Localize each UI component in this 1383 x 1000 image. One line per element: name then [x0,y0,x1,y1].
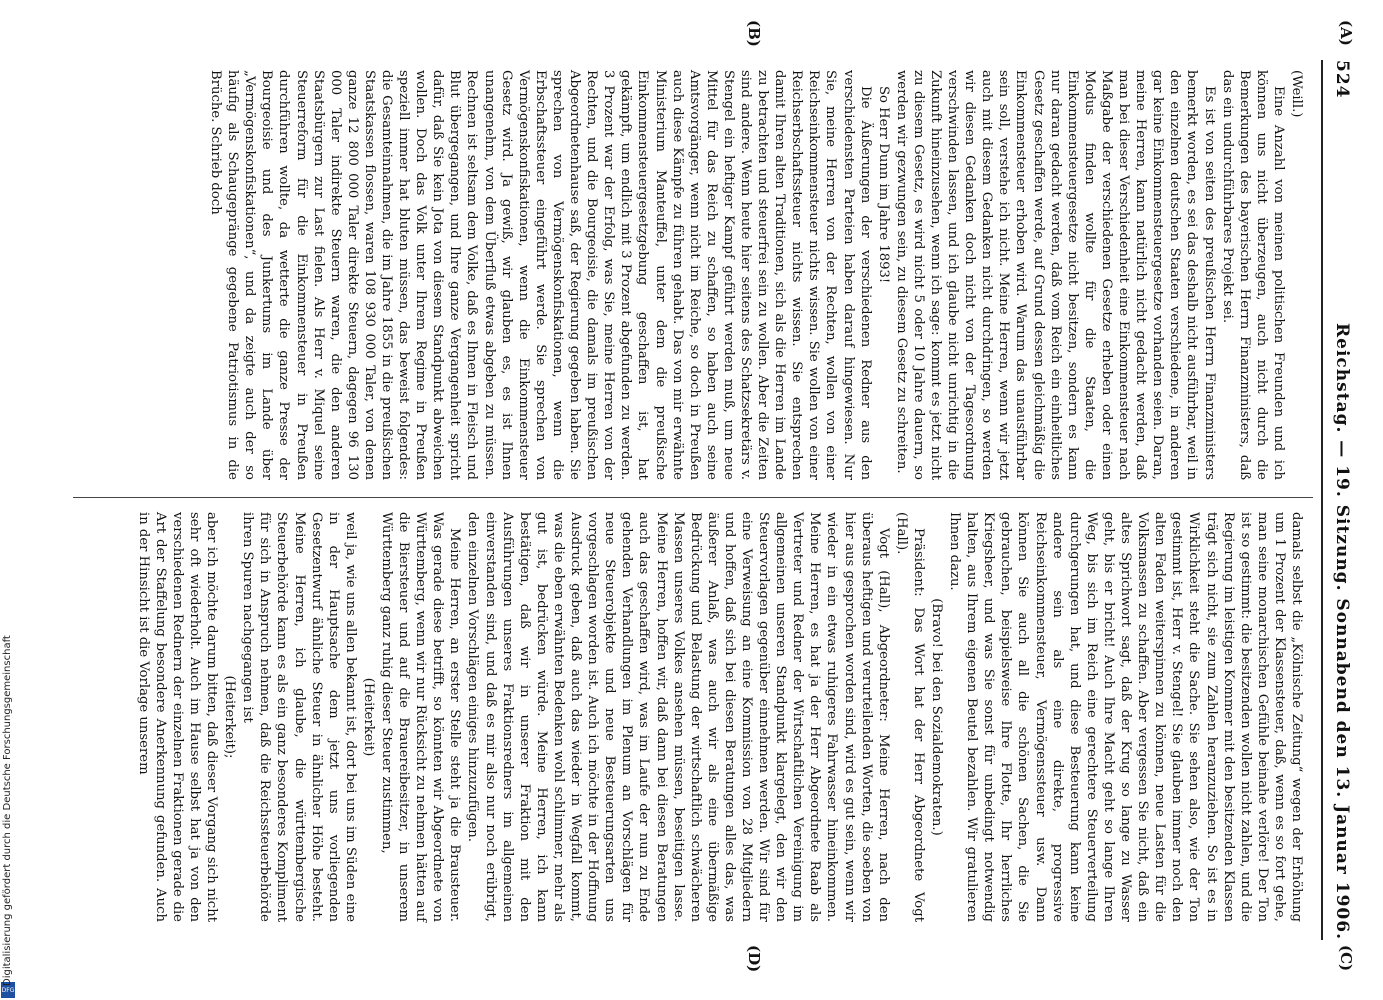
laughter-note: (Heiterkeit); [222,675,238,759]
column-divider [73,497,1313,498]
laughter-note: (Heiterkeit) [360,677,376,757]
margin-marker-c: (C) [1337,945,1355,972]
paragraph: damals selbst die „Kölnische Zeitung“ wegen der Erhöhung um 1 Prozent der Klassensteuer, daß, wenn es so fort gehe, man seine monarchischen Gefühle beinahe verlöre! Der Ton ist so gestimmt: die besitzenden wollen nicht zahlen, und die Regierung im leistigen Kommer mit den besitzenden Klassen trägt sich nicht, sie zum Zahlen heranzuziehen. So ist es in Wirklichkeit steht die Sache. Sie sehen also, wie der Ton gestimmt ist, Herr v. Stengel! Sie glauben immer noch den alten Faden weiterspinnen zu können, neue Lasten für die Volksmassen zu schaffen. Aber vergessen Sie nicht, daß ein altes Sprichwort sagt, daß der Krug so lange zu Wasser geht, bis er bricht! Auch Ihre Macht geht so lange Ihren Weg, bis sich im Reich eine gerechtere Steuerverteilung durchgerungen hat, und diese Besteuerung kann keine andere sein als eine direkte, progressive Reichseinkommensteuer, Vermögenssteuer usw. Dann können Sie auch all die schönen Sachen, die Sie gebrauchen, beispielsweise Ihre Flotte, Ihr herrliches Kriegsheer, und was Sie sonst für unbedingt notwendig halten, aus Ihrem eigenen Beutel bezahlen. Wir gratulieren Ihnen dazu. [947,512,1304,922]
margin-marker-a: (A) [1337,20,1355,46]
paragraph: Die Äußerungen der verschiedenen Redner aus den verschiedensten Parteien haben darauf hingewiesen. Nur Sie, meine Herren von der Rechten, wollen von einer Reichseinkommensteuer nichts wissen. Sie wollen von einer Reichserbschaftssteuer nichts wissen. Sie entsprechen damit Ihren alten Traditionen, sich als die Herren im Lande zu betrachten und steuerfrei sein zu wollen. Aber die Zeiten sind andere. Wenn heute hier seitens des Schatzsekretärs v. Stengel ein heftiger Kampf geführt werden muß, um neue Mittel für das Reich zu schaffen, so haben auch seine Amtsvorgänger, wenn nicht im Reiche, so doch in Preußen auch diese Kämpfe zu führen gehabt. Das von mir erwähnte Ministerium Manteuffel, unter dem die preußische Einkommensteuergesetzgebung geschaffen ist, hat gekämpft, um endlich mit 3 Prozent abgefunden zu werden. 3 Prozent war der Erfolg, was Sie, meine Herren von der Rechten, und die Bourgeoisie, die damals im preußischen Abgeordnetenhause saß, der Regierung gegeben haben. Sie sprechen von Vermögenskonfiskationen, wenn die Erbschaftssteuer eingeführt werde. Sie sprechen von Vermögenskonfiskationen, wenn die Einkommensteuer Gesetz wird. Ja gewiß, wir glauben es, es ist Ihnen unangenehm, von dem Überfluß etwas abgeben zu müssen. Rechnen ist seltsam dem Volke, daß es Ihnen in Fleisch und Blut übergegangen, und Ihre ganze Vergangenheit spricht dafür, daß Sie kein Jota von diesem Standpunkt abweichen wollen. Doch das Volk unter Ihrem Regime in Preußen speziell immer hat bluten müssen, das beweist folgendes: die Gesamteinnahmen, die im Jahre 1855 in die preußischen Staatskassen flossen, waren 108 930 000 Taler, von denen ganze 12 800 000 Taler direkte Steuern, dagegen 96 130 000 Taler indirekte Steuern waren, die den anderen Staatsbürgern zur Last fielen. Als Herr v. Miquel seine Steuerreform für die Einkommensteuer in Preußen durchführen wollte, da wetterte die ganze Presse der Bourgeoisie und des Junkertums im Lande über „Vermögenskonfiskationen“, und da zeigte auch der so häufig als Schaugepränge gegebene Patriotismus in die Brüche. Schrieb doch [208,70,873,480]
speaker-reference: (Weill.) [1289,70,1304,118]
digitization-credit: Digitalisierung gefördert durch die Deutsche Forschungsgemeinschaft [2,635,13,986]
right-column [134,512,1305,922]
header-rule [1321,60,1323,940]
paragraph: So Herr Dunn im Jahre 1893! [875,86,891,284]
page-header [1329,60,1355,940]
margin-marker-b: (B) [745,20,763,47]
paragraph: Vogt (Hall), Abgeordneter: Meine Herren, nach den überaus heftigen und verurteilenden Worten, die soeben von hier aus gesprochen worden sind, wird es gut sein, wenn wir wieder in ein etwas ruhigeres Fahrwasser hineinkommen. Meine Herren, es hat ja der Herr Abgeordnete Raab als Vertreter und Redner der Wirtschaftlichen Vereinigung im allgemeinen unseren Standpunkt klargelegt, den wir den Steuervorlagen gegenüber einnehmen werden. Wir sind für eine Verweisung an eine Kommission von 28 Mitgliedern und hoffen, daß sich bei diesen Beratungen alles das, was äußerer Anlaß, was auch wir als eine übermäßige Bedrückung und Belastung der wirtschaftlich schwächeren Massen unseres Volkes ansehen müssen, beseitigen lasse. Meine Herren, hoffen wir, daß dann bei diesen Beratungen auch das geschaffen wird, was im Laufe der nun zu Ende gehenden Verhandlungen im Plenum an Vorschlägen für neue Steuerobjekte und neue Besteuerungsarten uns vorgeschlagen worden ist. Auch ich möchte in der Hoffnung Ausdruck geben, daß auch das wieder in Wegfall kommt, was die eben erwähnten Bedenken wohl schlimmer, mehr als gut ist, bedrücken würde. Meine Herren, ich kann bestätigen, daß wir in unserer Fraktion mit den Ausführungen unseres Fraktionsredners im allgemeinen einverstanden sind, und daß es mir also nur noch erübrigt, den einzelnen Vorschlägen einiges hinzuzufügen. [465,512,891,922]
paragraph: aber ich möchte darum bitten, daß dieser Vorgang sich nicht sehr oft wiederholt. Auch im Hause selbst hat ja von den verschiedenen Rednern der einzelnen Fraktionen gerade die Art der Staffelung besondere Anerkennung gefunden. Auch in der Hinsicht ist die Vorlage unserem [135,512,220,922]
president-statement: Präsident: Das Wort hat der Herr Abgeordnete Vogt (Hall). [893,512,926,922]
paragraph: Meine Herren, an erster Stelle steht ja die Brausteuer. Was gerade diese betrifft, so könnten wir Abgeordnete von Württemberg, wenn wir nur Rücksicht zu nehmen hätten auf die Biersteuer und auf die Brauereibesitzer, in unserem Württemberg ganz ruhig dieser Steuer zustimmen, [379,512,463,922]
paragraph: Es ist von seiten des preußischen Herrn Finanzministers bemerkt worden, es sei das deshalb nicht ausführbar, weil in den einzelnen deutschen Staaten verschiedene, in anderen gar keine Einkommensteuergesetze vorhanden seien. Daran, meine Herren, kann natürlich nicht gedacht werden, daß man bei dieser Verschiedenheit eine Einkommensteuer nach Maßgabe der verschiedenen Gesetze erheben oder einen Modus finden wollte für die Staaten, die Einkommensteuergesetze nicht besitzen, sondern es kann nur daran gedacht werden, daß vom Reich ein einheitliches Gesetz geschaffen werde, auf Grund dessen gleichmäßig die Einkommensteuer erhoben wird. Warum das unausführbar sein soll, verstehe ich nicht. Meine Herren, wenn wir jetzt auch mit diesem Gedanken nicht durchdringen, so werden wir diesen Gedanken doch nicht von der Tagesordnung verschwinden lassen, und ich glaube nicht unrichtig in die Zukunft hineinzusehen, wenn ich sage: kommt es jetzt nicht zu diesem Gesetz, es wird nicht 5 oder 10 Jahre dauern, so werden wir gezwungen sein, zu diesem Gesetz zu schreiten. [893,70,1217,480]
dfg-logo: DFG [1,982,15,998]
page-title: Reichstag. — 19. Sitzung. Sonnabend den 13. Januar 1906. [1332,323,1352,940]
applause-note: (Bravo! bei den Sozialdemokraten.) [929,598,945,836]
left-column [206,70,1305,480]
margin-marker-d: (D) [745,945,763,973]
paragraph: weil ja, wie uns allen bekannt ist, dort bei uns im Süden eine in der Hauptsache dem jetzt uns vorliegenden Gesetzentwurf ähnliche Steuer in ähnlicher Höhe besteht. Meine Herren, ich glaube, die württembergische Steuerbehörde kann es als ein ganz besonderes Kompliment für sich in Anspruch nehmen, daß die Reichssteuerbehörde ihren Spuren nachgegangen ist [240,512,358,922]
paragraph: Eine Anzahl von meinen politischen Freunden und ich können uns nicht überzeugen, auch nicht durch die Bemerkungen des bayerischen Herrn Finanzministers, daß das ein undurchführbares Projekt sei. [1219,70,1286,480]
page-number: 524 [1332,60,1352,99]
